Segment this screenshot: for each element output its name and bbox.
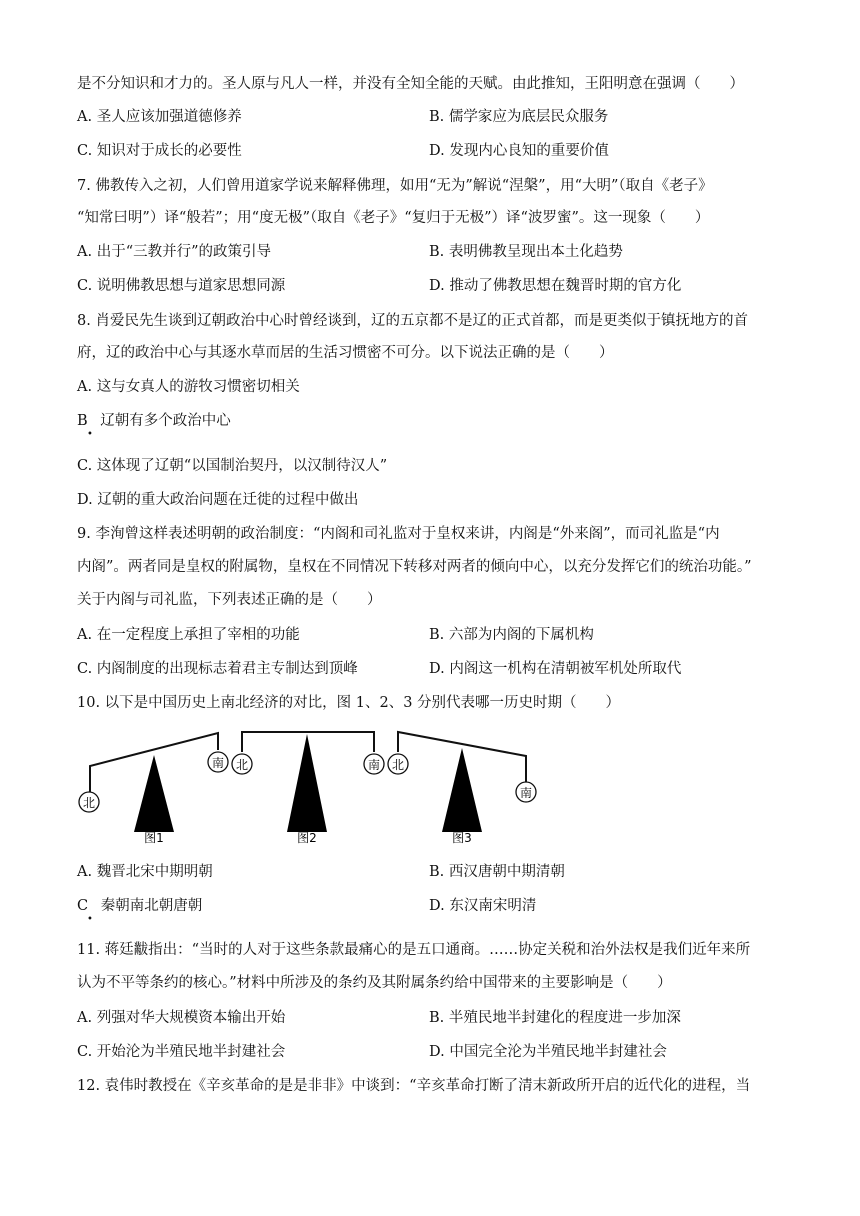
fig2-fulcrum (287, 734, 327, 832)
q6-option-d[interactable]: D. 发现内心良知的重要价值 (429, 143, 609, 159)
q8-b-dot: • (87, 429, 93, 440)
q9-option-d[interactable]: D. 内阁这一机构在清朝被军机处所取代 (429, 661, 682, 677)
q12-stem-line1: 12. 袁伟时教授在《辛亥革命的是是非非》中谈到：“辛亥革命打断了清末新政所开启的近代化的进程，当 (77, 1078, 751, 1094)
q8-option-b[interactable] (77, 411, 231, 431)
fig2-caption: 图2 (297, 831, 317, 845)
fig3-north-label: 北 (391, 758, 405, 772)
q6-option-c[interactable]: C. 知识对于成长的必要性 (77, 143, 242, 159)
fig3-balance (388, 732, 536, 845)
fig1-north-label: 北 (82, 796, 96, 810)
q8-option-c[interactable]: C. 这体现了辽朝“以国制治契丹，以汉制待汉人” (77, 458, 388, 474)
q9-option-a[interactable]: A. 在一定程度上承担了宰相的功能 (77, 627, 300, 643)
q8-option-a[interactable]: A. 这与女真人的游牧习惯密切相关 (77, 379, 300, 395)
q10-option-c[interactable] (77, 896, 202, 916)
fig3-caption: 图3 (452, 831, 472, 845)
q11-option-b[interactable]: B. 半殖民地半封建化的程度进一步加深 (429, 1010, 681, 1026)
q7-option-a[interactable]: A. 出于“三教并行”的政策引导 (77, 244, 272, 260)
q7-stem-line2: “知常曰明”）译“般若”；用“度无极”（取自《老子》“复归于无极”）译“波罗蜜”。这一现象（ ） (77, 210, 710, 226)
q7-stem-line1: 7. 佛教传入之初，人们曾用道家学说来解释佛理，如用“无为”解说“涅槃”，用“大明”（取自《老子》 (77, 178, 713, 194)
q9-stem-line1: 9. 李洵曾这样表述明朝的政治制度：“内阁和司礼监对于皇权来讲，内阁是“外来阁”，而司礼监是“内 (77, 526, 720, 542)
q8-stem-line2: 府，辽的政治中心与其逐水草而居的生活习惯密不可分。以下说法正确的是（ ） (77, 345, 614, 361)
q8-option-d[interactable]: D. 辽朝的重大政治问题在迁徙的过程中做出 (77, 492, 359, 508)
q10-balance-figure (70, 720, 550, 850)
q10-option-b[interactable]: B. 西汉唐朝中期清朝 (429, 864, 565, 880)
q11-option-a[interactable]: A. 列强对华大规模资本输出开始 (77, 1010, 286, 1026)
q11-stem-line1: 11. 蒋廷黻指出：“当时的人对于这些条款最痛心的是五口通商。……协定关税和治外法权是我们近年来所 (77, 942, 751, 958)
q9-option-b[interactable]: B. 六部为内阁的下属机构 (429, 627, 594, 643)
q10-option-c-text: 秦朝南北朝唐朝 (100, 898, 203, 914)
fig1-balance (79, 733, 228, 845)
q8-option-b-letter: B (77, 413, 88, 429)
fig3-fulcrum (442, 748, 482, 832)
q11-option-c[interactable]: C. 开始沦为半殖民地半封建社会 (77, 1044, 286, 1060)
q10-option-d[interactable]: D. 东汉南宋明清 (429, 898, 537, 914)
fig1-caption: 图1 (144, 831, 164, 845)
q9-option-c[interactable]: C. 内阁制度的出现标志着君主专制达到顶峰 (77, 661, 358, 677)
q7-option-b[interactable]: B. 表明佛教呈现出本土化趋势 (429, 244, 623, 260)
q9-stem-line2: 内阁”。两者同是皇权的附属物，皇权在不同情况下转移对两者的倾向中心，以充分发挥它们的统治功能。” (77, 559, 752, 575)
fig1-fulcrum (134, 755, 174, 832)
fig2-south-label: 南 (367, 758, 381, 772)
q8-stem-line1: 8. 肖爱民先生谈到辽朝政治中心时曾经谈到，辽的五京都不是辽的正式首都，而是更类似于镇抚地方的首 (77, 313, 748, 329)
fig2-balance (232, 732, 384, 845)
fig3-south-label: 南 (519, 786, 533, 800)
q10-option-c-letter: C (77, 898, 89, 914)
fig2-north-label: 北 (235, 758, 249, 772)
q11-stem-line2: 认为不平等条约的核心。”材料中所涉及的条约及其附属条约给中国带来的主要影响是（ ） (77, 975, 672, 991)
q6-option-b[interactable]: B. 儒学家应为底层民众服务 (429, 109, 609, 125)
q7-option-d[interactable]: D. 推动了佛教思想在魏晋时期的官方化 (429, 278, 682, 294)
q10-option-a[interactable]: A. 魏晋北宋中期明朝 (77, 864, 213, 880)
q9-stem-line3: 关于内阁与司礼监，下列表述正确的是（ ） (77, 592, 382, 608)
q6-option-a[interactable]: A. 圣人应该加强道德修养 (77, 109, 242, 125)
q10-c-dot: • (87, 914, 93, 925)
q11-option-d[interactable]: D. 中国完全沦为半殖民地半封建社会 (429, 1044, 667, 1060)
fig1-south-label: 南 (211, 756, 225, 770)
q8-option-b-text: 辽朝有多个政治中心 (100, 413, 231, 429)
q10-stem: 10. 以下是中国历史上南北经济的对比，图 1、2、3 分别代表哪一历史时期（ ） (77, 695, 621, 711)
q6-stem-tail: 是不分知识和才力的。圣人原与凡人一样，并没有全知全能的天赋。由此推知，王阳明意在强调（ ） (77, 76, 744, 92)
q7-option-c[interactable]: C. 说明佛教思想与道家思想同源 (77, 278, 286, 294)
